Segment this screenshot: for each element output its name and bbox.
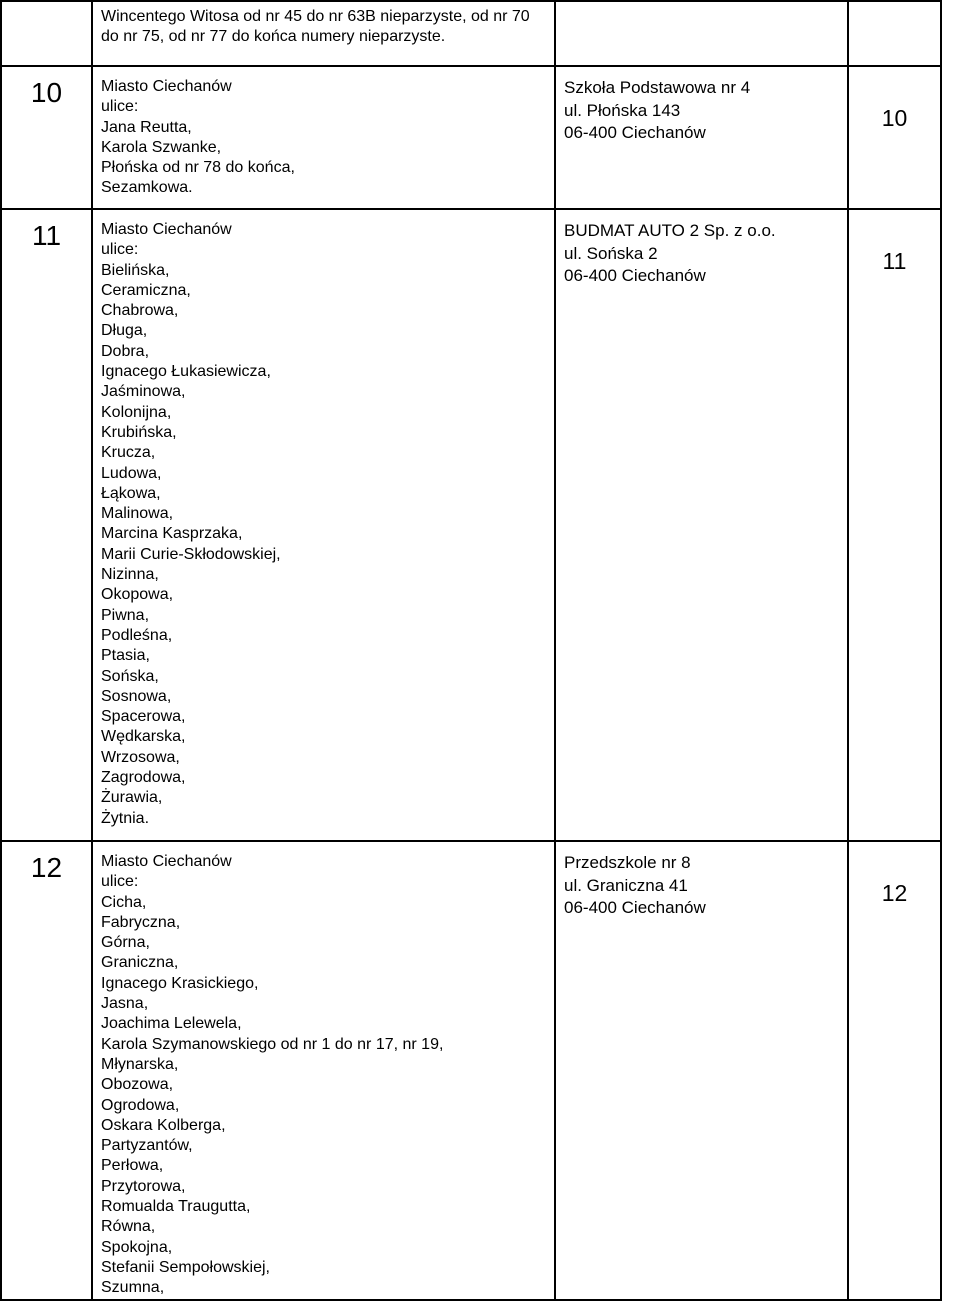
street-line: Nizinna, [101, 566, 159, 584]
table-row [1, 209, 941, 841]
district-streets-cell [92, 1, 555, 66]
street-line: Joachima Lelewela, [101, 1015, 242, 1033]
street-line: Wędkarska, [101, 728, 186, 746]
address-line: BUDMAT AUTO 2 Sp. z o.o. [564, 221, 776, 240]
street-line: Płońska od nr 78 do końca, [101, 159, 295, 177]
district-number-cell [1, 66, 92, 209]
polling-address-cell [555, 209, 848, 841]
district-number: 12 [30, 852, 63, 883]
street-line: Miasto Ciechanów [101, 78, 232, 95]
street-line: Marii Curie-Skłodowskiej, [101, 545, 281, 563]
street-line: Ignacego Krasickiego, [101, 974, 259, 992]
room-number-cell [848, 841, 941, 1300]
street-line: Spacerowa, [101, 708, 186, 726]
street-line: Wincentego Witosa od nr 45 do nr 63B nieparzyste, od nr 70 do nr 75, od nr 77 do końca numery nieparzyste. [101, 8, 530, 46]
street-line: Przytorowa, [101, 1177, 186, 1195]
address-line: ul. Sońska 2 [564, 243, 658, 263]
room-number: 10 [881, 105, 908, 131]
street-line: Młynarska, [101, 1055, 179, 1073]
district-number-cell [1, 841, 92, 1300]
street-line: Cicha, [101, 893, 147, 911]
address-line: 06-400 Ciechanów [564, 898, 706, 917]
polling-address-cell [555, 1, 848, 66]
district-streets-cell [92, 209, 555, 841]
street-line: Romualda Traugutta, [101, 1198, 251, 1216]
address-line: 06-400 Ciechanów [564, 123, 706, 142]
street-line: Okopowa, [101, 586, 174, 604]
street-line: Ptasia, [101, 647, 150, 665]
street-line: ulice: [101, 241, 139, 259]
street-line: Sezamkowa. [101, 179, 193, 197]
street-line: Łąkowa, [101, 484, 161, 502]
address-line: Szkoła Podstawowa nr 4 [564, 78, 751, 97]
street-line: Graniczna, [101, 954, 179, 972]
street-line: ulice: [101, 873, 139, 891]
district-number: 11 [31, 220, 62, 251]
street-line: Fabryczna, [101, 913, 181, 931]
street-line: Ceramiczna, [101, 281, 191, 299]
address-line: ul. Graniczna 41 [564, 875, 688, 895]
street-line: Bielińska, [101, 261, 170, 279]
street-line: Krucza, [101, 444, 156, 462]
district-number-cell [1, 209, 92, 841]
street-line: Sosnowa, [101, 687, 172, 705]
street-line: Zagrodowa, [101, 769, 186, 787]
street-line: Krubińska, [101, 423, 177, 441]
street-line: Perłowa, [101, 1157, 164, 1175]
district-streets-cell [92, 841, 555, 1300]
street-line: Stefanii Sempołowskiej, [101, 1258, 270, 1276]
address-line: Przedszkole nr 8 [564, 853, 691, 872]
street-line: Oskara Kolberga, [101, 1116, 226, 1134]
street-line: Miasto Ciechanów [101, 853, 232, 870]
street-line: Dobra, [101, 342, 150, 360]
street-line: Sońska, [101, 667, 159, 685]
street-line: Kolonijna, [101, 403, 172, 421]
street-line: Szumna, [101, 1279, 165, 1297]
room-number-cell [848, 209, 941, 841]
street-line: Obozowa, [101, 1076, 174, 1094]
street-line: Żytnia. [101, 809, 150, 827]
street-line: Karola Szymanowskiego od nr 1 do nr 17, nr 19, [101, 1035, 444, 1053]
street-line: Żurawia, [101, 789, 163, 807]
room-number-cell [848, 1, 941, 66]
room-number: 12 [881, 880, 908, 906]
street-line: Chabrowa, [101, 302, 179, 320]
table-row [1, 1, 941, 66]
street-line: Partyzantów, [101, 1137, 193, 1155]
polling-address-cell [555, 66, 848, 209]
street-line: Podleśna, [101, 626, 173, 644]
street-line: Marcina Kasprzaka, [101, 525, 243, 543]
street-line: Równa, [101, 1218, 156, 1236]
district-number: 10 [30, 77, 63, 108]
street-line: Długa, [101, 322, 148, 340]
street-line: Górna, [101, 934, 150, 952]
table-row [1, 66, 941, 209]
street-line: Miasto Ciechanów [101, 221, 232, 238]
street-line: Karola Szwanke, [101, 138, 222, 156]
street-line: Jana Reutta, [101, 118, 192, 136]
street-line: Malinowa, [101, 505, 174, 523]
street-line: Wrzosowa, [101, 748, 180, 766]
street-line: Jaśminowa, [101, 383, 186, 401]
street-line: Piwna, [101, 606, 150, 624]
street-line: Ogrodowa, [101, 1096, 180, 1114]
street-line: Ignacego Łukasiewicza, [101, 363, 271, 381]
room-number-cell [848, 66, 941, 209]
address-line: ul. Płońska 143 [564, 100, 681, 120]
room-number: 11 [882, 248, 907, 274]
table-row [1, 841, 941, 1300]
polling-address-cell [555, 841, 848, 1300]
address-line: 06-400 Ciechanów [564, 266, 706, 285]
district-streets-cell [92, 66, 555, 209]
street-line: Jasna, [101, 995, 149, 1013]
street-line: Spokojna, [101, 1238, 173, 1256]
street-line: ulice: [101, 98, 139, 116]
district-number-cell [1, 1, 92, 66]
street-line: Ludowa, [101, 464, 162, 482]
